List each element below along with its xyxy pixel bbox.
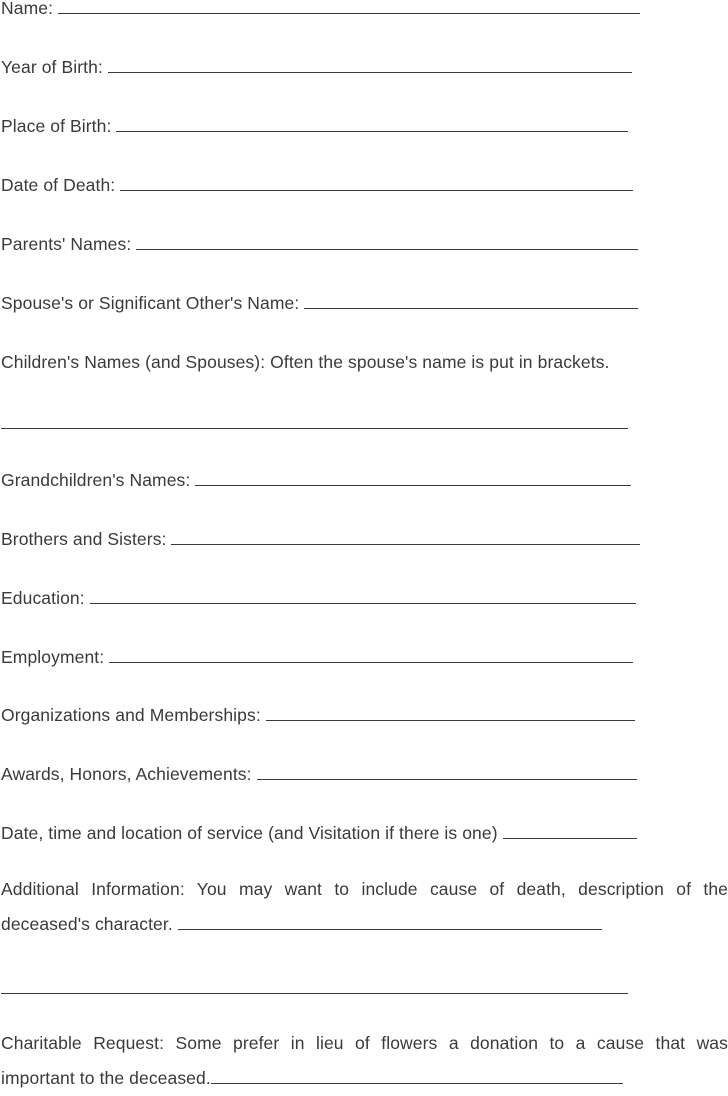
year-of-birth-field bbox=[1, 56, 632, 78]
charitable-request-blank[interactable] bbox=[211, 1068, 623, 1084]
charitable-request-label-line1: Charitable Request: Some prefer in lieu of flowers a donation to a cause that was bbox=[1, 1033, 728, 1053]
place-of-birth-field bbox=[1, 115, 628, 137]
parents-names-field bbox=[1, 233, 638, 255]
charitable-request-field bbox=[1, 1026, 728, 1096]
awards-blank[interactable] bbox=[257, 764, 637, 780]
brothers-sisters-blank[interactable] bbox=[171, 529, 640, 545]
additional-info-field bbox=[1, 872, 728, 942]
brothers-sisters-field bbox=[1, 528, 640, 550]
children-names-label: Children's Names (and Spouses): Often the spouse's name is put in brackets. bbox=[1, 352, 610, 372]
additional-info-label-line1: Additional Information: You may want to include cause of death, description of the bbox=[1, 879, 728, 899]
grandchildren-names-blank[interactable] bbox=[195, 470, 631, 486]
additional-info-extra-blank[interactable] bbox=[1, 993, 628, 994]
awards-field bbox=[1, 763, 637, 785]
charitable-request-label-line2: important to the deceased. bbox=[1, 1068, 211, 1088]
employment-field bbox=[1, 646, 633, 668]
name-field bbox=[1, 0, 640, 19]
date-of-death-label: Date of Death: bbox=[1, 175, 116, 195]
education-field bbox=[1, 587, 636, 609]
year-of-birth-label: Year of Birth: bbox=[1, 57, 103, 77]
education-blank[interactable] bbox=[90, 588, 636, 604]
organizations-label: Organizations and Memberships: bbox=[1, 705, 261, 725]
spouse-name-label: Spouse's or Significant Other's Name: bbox=[1, 293, 300, 313]
awards-label: Awards, Honors, Achievements: bbox=[1, 764, 252, 784]
education-label: Education: bbox=[1, 588, 85, 608]
grandchildren-names-label: Grandchildren's Names: bbox=[1, 470, 191, 490]
employment-label: Employment: bbox=[1, 647, 105, 667]
parents-names-label: Parents' Names: bbox=[1, 234, 132, 254]
service-blank[interactable] bbox=[503, 823, 637, 839]
service-label: Date, time and location of service (and Visitation if there is one) bbox=[1, 823, 498, 843]
service-field bbox=[1, 822, 637, 844]
brothers-sisters-label: Brothers and Sisters: bbox=[1, 529, 167, 549]
place-of-birth-blank[interactable] bbox=[116, 116, 628, 132]
date-of-death-blank[interactable] bbox=[120, 175, 633, 191]
year-of-birth-blank[interactable] bbox=[108, 57, 632, 73]
parents-names-blank[interactable] bbox=[136, 234, 638, 250]
name-label: Name: bbox=[1, 0, 54, 18]
spouse-name-field bbox=[1, 292, 638, 314]
name-blank[interactable] bbox=[58, 0, 640, 14]
organizations-blank[interactable] bbox=[266, 705, 635, 721]
additional-info-blank[interactable] bbox=[178, 914, 602, 930]
additional-info-line2 bbox=[1, 907, 728, 942]
spouse-name-blank[interactable] bbox=[304, 293, 638, 309]
place-of-birth-label: Place of Birth: bbox=[1, 116, 112, 136]
children-names-blank[interactable] bbox=[1, 428, 628, 429]
grandchildren-names-field bbox=[1, 469, 631, 491]
additional-info-label-line2: deceased's character. bbox=[1, 914, 173, 934]
charitable-request-line2 bbox=[1, 1061, 728, 1096]
organizations-field bbox=[1, 704, 635, 726]
date-of-death-field bbox=[1, 174, 633, 196]
employment-blank[interactable] bbox=[109, 647, 633, 663]
children-names-field bbox=[1, 351, 610, 373]
